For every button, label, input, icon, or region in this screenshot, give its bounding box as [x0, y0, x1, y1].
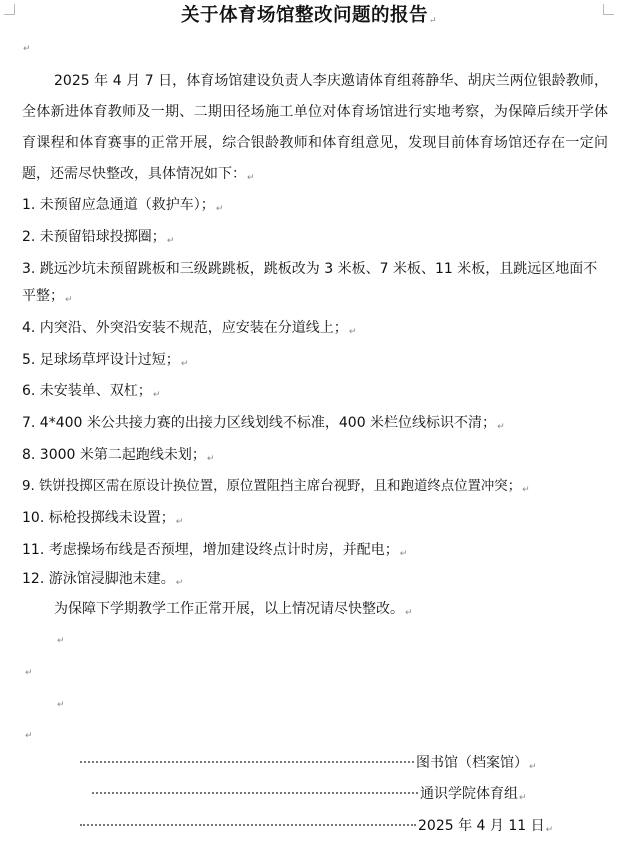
- paragraph-mark-icon: ↵: [405, 608, 413, 618]
- list-item: 2. 未预留铅球投掷圈；↵: [22, 229, 175, 246]
- closing-paragraph: [54, 596, 618, 626]
- signature-org2: 通识学院体育组: [420, 786, 518, 802]
- intro-text: 2025 年 4 月 7 日，体育场馆建设负责人李庆邀请体育组蒋静华、胡庆兰两位银龄教师，全体新进体育教师及一期、二期田径场施工单位对体育场馆进行实地考察，为保障后续开学体育课程和体育赛事的正常开展，综合银龄教师和体育组意见，发现目前体育场馆还存在一定问题，还需尽快整改，具体情况如下：: [22, 73, 608, 182]
- paragraph-mark-icon: ↵: [519, 793, 527, 803]
- list-item: 7. 4*400 米公共接力赛的出接力区线划线不标准，400 米栏位线标识不清；↵: [22, 415, 505, 432]
- paragraph-mark-icon: ↵: [206, 454, 215, 464]
- paragraph-mark-icon: ↵: [545, 825, 554, 835]
- document-title: [0, 4, 618, 33]
- paragraph-mark-icon: ↵: [166, 236, 175, 246]
- paragraph-mark-icon: ↵: [247, 173, 255, 183]
- paragraph-mark-icon: ↵: [348, 327, 357, 337]
- signature-date: 2025 年 4 月 11 日: [418, 818, 545, 834]
- list-item: 10. 标枪投掷线未设置；↵: [22, 510, 184, 527]
- intro-paragraph: [22, 66, 608, 194]
- list-item: 6. 未安装单、双杠；↵: [22, 383, 161, 400]
- paragraph-mark-icon: ↵: [215, 204, 224, 214]
- dotted-leader: [80, 761, 414, 763]
- empty-paragraph-mark-icon: ↵: [25, 731, 33, 741]
- list-item: 5. 足球场草坪设计过短；↵: [22, 352, 189, 369]
- dotted-leader: [80, 824, 416, 826]
- empty-paragraph-mark-icon: ↵: [57, 636, 65, 646]
- paragraph-mark-icon: ↵: [152, 390, 161, 400]
- paragraph-mark-icon: ↵: [180, 359, 189, 369]
- empty-paragraph-mark-icon: ↵: [23, 44, 31, 54]
- empty-paragraph-mark-icon: ↵: [57, 700, 65, 710]
- paragraph-mark-icon: ↵: [175, 517, 184, 527]
- paragraph-mark-icon: ↵: [529, 762, 537, 772]
- signature-dept-line: [92, 783, 527, 805]
- signature-org1: 图书馆（档案馆）: [416, 755, 528, 771]
- empty-paragraph-mark-icon: ↵: [25, 668, 33, 678]
- paragraph-mark-icon: ↵: [522, 485, 530, 495]
- signature-date-line: [80, 815, 553, 837]
- paragraph-mark-icon: ↵: [175, 578, 184, 588]
- list-item: 12. 游泳馆浸脚池未建。↵: [22, 571, 184, 588]
- paragraph-mark-icon: ↵: [65, 295, 73, 305]
- list-item: 11. 考虑操场布线是否预埋，增加建设终点计时房，并配电；↵: [22, 542, 408, 559]
- list-item: 8. 3000 米第二起跑线未划；↵: [22, 447, 215, 464]
- dotted-leader: [92, 792, 418, 794]
- signature-org-line: [80, 752, 537, 774]
- paragraph-mark-icon: ↵: [428, 16, 438, 26]
- closing-text: 为保障下学期教学工作正常开展，以上情况请尽快整改。: [54, 601, 404, 617]
- list-item: 4. 内突沿、外突沿安装不规范，应安装在分道线上；↵: [22, 320, 357, 337]
- list-item: 3. 跳远沙坑未预留跳板和三级跳跳板，跳板改为 3 米板、7 米板、11 米板，且跳远区地面不平整；↵: [22, 261, 598, 305]
- paragraph-mark-icon: ↵: [399, 549, 408, 559]
- document-title-text: 关于体育场馆整改问题的报告: [180, 5, 428, 26]
- paragraph-mark-icon: ↵: [497, 422, 505, 432]
- list-item: 9. 铁饼投掷区需在原设计换位置，原位置阻挡主席台视野，且和跑道终点位置冲突；↵: [22, 479, 530, 495]
- list-item: 1. 未预留应急通道（救护车）；↵: [22, 197, 224, 214]
